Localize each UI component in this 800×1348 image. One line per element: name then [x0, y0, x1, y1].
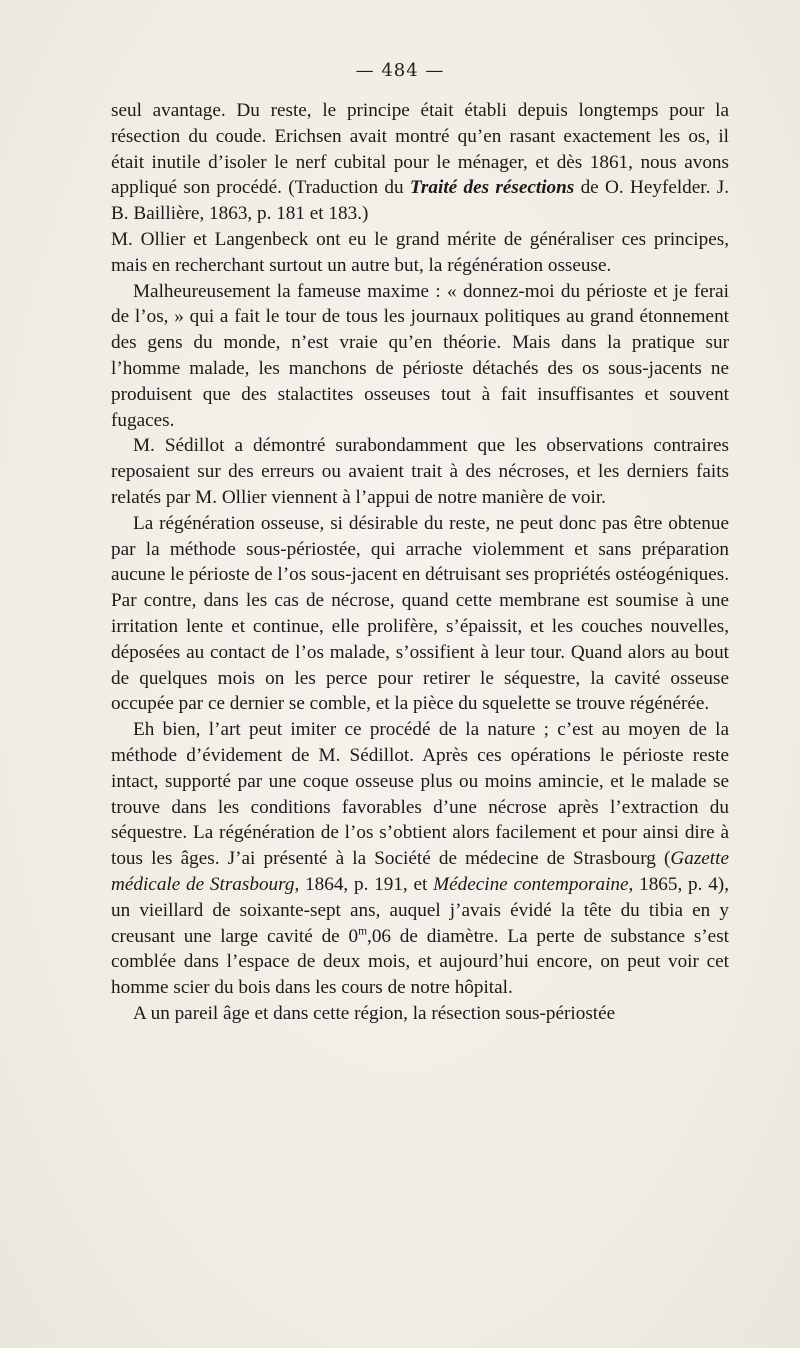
text-segment: Gazette médicale de Strasbourg — [111, 848, 729, 895]
body-text — [111, 98, 729, 1027]
text-segment: Traité des résections — [409, 177, 575, 199]
text-segment: La régénération osseuse, si désirable du reste, ne peut donc pas être obtenue par la méthode sous-périostée, qui arrache violemment et sans préparation aucune le périoste de l’os sous-jacent en détruisant ses propriétés ostéogéniques. Par contre, dans les cas de nécrose, quand cette membrane est soumise à une irritation lente et continue, elle prolifère, s’épaissit, et les couches nouvelles, déposées au contact de l’os malade, s’ossifient à leur tour. Quand alors au bout de quelques mois on les perce pour retirer le séquestre, la cavité osseuse occupée par ce dernier se comble, et la pièce du squelette se trouve régénérée. — [111, 512, 729, 715]
text-segment: M. Ollier et Langenbeck ont eu le grand mérite de généraliser ces principes, mais en recherchant surtout un autre but, la régénération osseuse. — [111, 228, 729, 276]
paragraph-p1 — [111, 98, 729, 227]
text-segment: ,06 de diamètre. La perte de substance s’est comblée dans l’espace de deux mois, et aujourd’hui encore, on peut voir cet homme scier du bois dans les cours de notre hôpital. — [111, 925, 729, 999]
paragraph-p5 — [111, 511, 729, 717]
text-segment: de O. Heyfelder. J. B. Baillière, 1863, p. 181 et 183.) — [111, 177, 730, 225]
paragraph-p3 — [111, 279, 729, 434]
text-segment: , 1864, p. 191, et — [294, 873, 434, 895]
paragraph-p7 — [111, 1001, 729, 1027]
text-segment: , 1865, p. 4), un vieillard de soixante-sept ans, auquel j’avais évidé la tête du tibia en y creusant une large cavité de 0 — [111, 873, 729, 947]
text-segment: Malheureusement la fameuse maxime : « donnez-moi du périoste et je ferai de l’os, » qui a fait le tour de tous les journaux politiques au grand étonnement des gens du monde, n’est vraie qu’en théorie. Mais dans la pratique sur l’homme malade, les manchons de périoste détachés des os sous-jacents ne produisent que des stalactites osseuses tout à fait insuffisantes et souvent fugaces. — [111, 280, 729, 431]
text-segment: M. Sédillot a démontré surabondamment que les observations contraires reposaient sur des erreurs ou avaient trait à des nécroses, et les derniers faits relatés par M. Ollier viennent à l’appui de notre manière de voir. — [111, 435, 729, 508]
text-segment: seul avantage. Du reste, le principe était établi depuis longtemps pour la résection du coude. Erichsen avait montré qu’en rasant exactement les os, il était inutile d’isoler le nerf cubital pour le ménager, et dès 1861, nous avons appliqué son procédé. (Traduction du — [111, 100, 729, 199]
text-segment: A un pareil âge et dans cette région, la résection sous-périostée — [133, 1002, 616, 1024]
paragraph-p2 — [111, 227, 729, 279]
page-number: — 484 — — [355, 60, 445, 81]
text-segment: Médecine contemporaine — [433, 873, 629, 895]
text-segment: Eh bien, l’art peut imiter ce procédé de la nature ; c’est au moyen de la méthode d’évidement de M. Sédillot. Après ces opérations le périoste reste intact, supporté par une coque osseuse plus ou moins amincie, et le malade se trouve dans les conditions favorables d’une nécrose après l’extraction du séquestre. La régénération de l’os s’obtient alors facilement et pour ainsi dire à tous les âges. J’ai présenté à la Société de médecine de Strasbourg ( — [111, 719, 729, 870]
paragraph-p4 — [111, 433, 729, 510]
paragraph-p6 — [111, 717, 729, 1001]
text-segment: m — [358, 925, 368, 938]
